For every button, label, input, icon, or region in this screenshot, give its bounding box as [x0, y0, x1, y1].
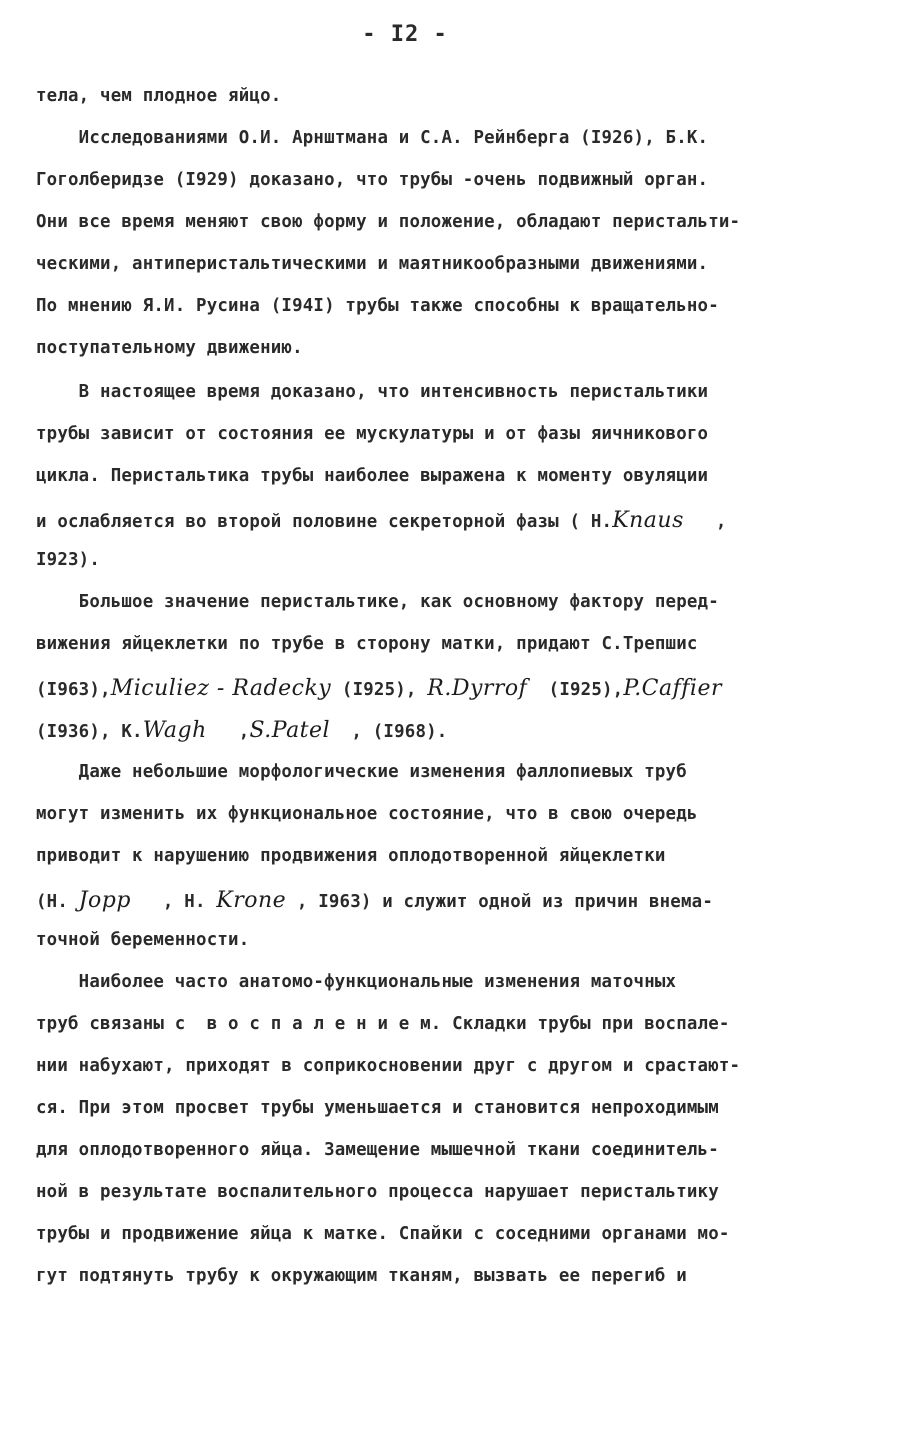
typed-text: , Н.	[130, 892, 217, 912]
typed-text: поступательному движению.	[36, 338, 303, 358]
typed-text: Большое значение перистальтике, как основному фактору перед-	[36, 592, 719, 612]
text-line	[36, 764, 687, 781]
text-line	[36, 848, 666, 865]
handwritten-name: Knaus	[612, 508, 684, 533]
typed-text: Исследованиями О.И. Арнштмана и С.А. Рейнберга (I926), Б.К.	[36, 128, 709, 148]
typed-text: , I963) и служит одной из причин внема-	[286, 892, 713, 912]
typed-text: ческими, антиперистальтическими и маятникообразными движениями.	[36, 254, 709, 274]
text-line	[36, 298, 719, 315]
typed-text: приводит к нарушению продвижения оплодотворенной яйцеклетки	[36, 846, 666, 866]
text-line	[36, 1142, 719, 1159]
typed-text: цикла. Перистальтика трубы наиболее выражена к моменту овуляции	[36, 466, 709, 486]
typed-text: (Н.	[36, 892, 79, 912]
typed-text: нии набухают, приходят в соприкосновении друг с другом и срастают-	[36, 1056, 741, 1076]
text-line	[36, 974, 676, 991]
handwritten-name: Wagh	[142, 718, 207, 743]
text-line	[36, 890, 713, 912]
handwritten-name: Jopp	[78, 888, 131, 913]
text-line	[36, 468, 708, 485]
text-line	[36, 806, 698, 823]
handwritten-name: R.Dyrrof	[427, 676, 528, 701]
typed-text: могут изменить их функциональное состояние, что в свою очередь	[36, 804, 698, 824]
text-line	[36, 172, 708, 189]
text-line	[36, 340, 303, 357]
typed-text: Даже небольшие морфологические изменения фаллопиевых труб	[36, 762, 687, 782]
typed-text: ,	[206, 722, 250, 742]
text-line	[36, 720, 447, 742]
typed-text: тела, чем плодное яйцо.	[36, 86, 282, 106]
text-line	[36, 256, 708, 273]
typed-text: точной беременности.	[36, 930, 250, 950]
text-line	[36, 88, 281, 105]
handwritten-name: P.Caffier	[623, 676, 722, 701]
typed-text: для оплодотворенного яйца. Замещение мышечной ткани соединитель-	[36, 1140, 719, 1160]
text-line	[36, 594, 719, 611]
typed-text: труб связаны с в о с п а л е н и е м. Складки трубы при воспале-	[36, 1014, 730, 1034]
typed-text: В настоящее время доказано, что интенсивность перистальтики	[36, 382, 709, 402]
text-line	[36, 678, 722, 700]
typed-text: ной в результате воспалительного процесса нарушает перистальтику	[36, 1182, 719, 1202]
text-line	[36, 1226, 730, 1243]
typed-text: I923).	[36, 550, 101, 570]
handwritten-name: Krone	[216, 888, 287, 913]
typed-text: (I936), К.	[36, 722, 143, 742]
typed-text: гут подтянуть трубу к окружающим тканям, вызвать ее перегиб и	[36, 1266, 687, 1286]
text-line	[36, 510, 727, 532]
typed-text: Наиболее часто анатомо-функциональные изменения маточных	[36, 972, 677, 992]
text-line	[36, 1184, 719, 1201]
text-line	[36, 636, 698, 653]
text-line	[36, 426, 708, 443]
text-line	[36, 384, 708, 401]
typed-text: трубы зависит от состояния ее мускулатуры и от фазы яичникового	[36, 424, 709, 444]
handwritten-name: S.Patel	[249, 718, 331, 743]
typed-text: ,	[683, 512, 727, 532]
text-line	[36, 1268, 687, 1285]
text-line	[36, 214, 740, 231]
typed-text: ся. При этом просвет трубы уменьшается и становится непроходимым	[36, 1098, 719, 1118]
typed-text: трубы и продвижение яйца к матке. Спайки с соседними органами мо-	[36, 1224, 730, 1244]
typed-text: (I925),	[331, 680, 428, 700]
text-line	[36, 932, 249, 949]
text-line	[36, 1100, 719, 1117]
typed-text: и ослабляется во второй половине секреторной фазы ( Н.	[36, 512, 613, 532]
text-line	[36, 130, 708, 147]
typed-text: По мнению Я.И. Русина (I94I) трубы также способны к вращательно-	[36, 296, 719, 316]
typed-text: (I963),	[36, 680, 111, 700]
page-number: - I2 -	[362, 22, 448, 47]
handwritten-name: Miculiez - Radecky	[110, 676, 332, 701]
typed-text: вижения яйцеклетки по трубе в сторону матки, придают С.Трепшис	[36, 634, 698, 654]
text-line	[36, 1016, 730, 1033]
typed-text: Гоголберидзе (I929) доказано, что трубы -очень подвижный орган.	[36, 170, 709, 190]
text-line	[36, 552, 100, 569]
text-line	[36, 1058, 740, 1075]
typed-text: (I925),	[527, 680, 624, 700]
typed-text: Они все время меняют свою форму и положение, обладают перистальти-	[36, 212, 741, 232]
typed-text: , (I968).	[330, 722, 448, 742]
